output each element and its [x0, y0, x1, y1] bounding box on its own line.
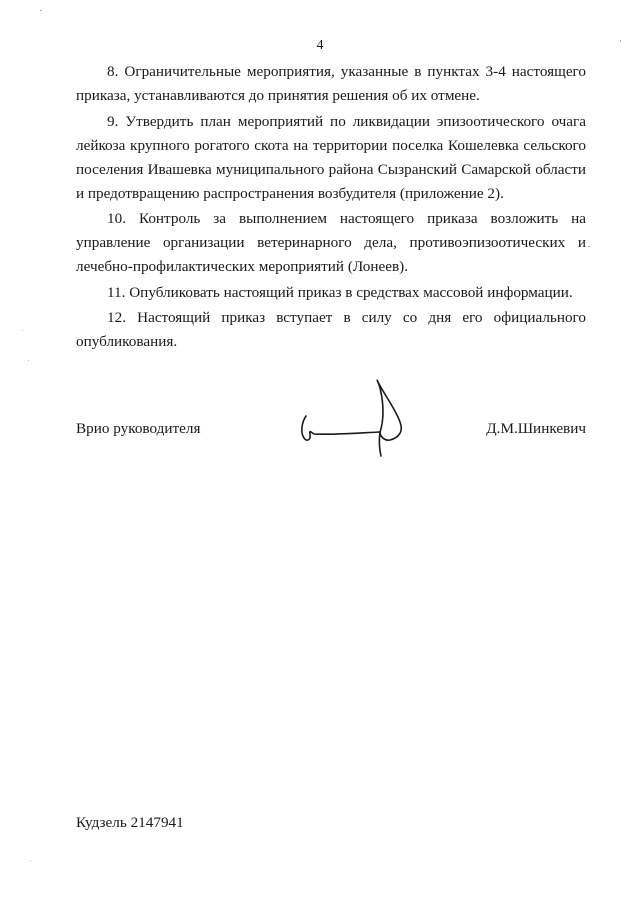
handwritten-signature-icon: [292, 376, 410, 458]
paragraph-item-11: 11. Опубликовать настоящий приказ в средствах массовой информации.: [107, 283, 573, 301]
paragraph-item-12: 12. Настоящий приказ вступает в силу со дня его официального опубликования.: [76, 309, 586, 350]
document-body: [76, 60, 586, 356]
scan-speck: [30, 860, 31, 861]
scan-speck: [620, 40, 621, 42]
executor-note: Кудзель 2147941: [76, 814, 184, 831]
scan-speck: [28, 360, 29, 361]
paragraph-item-8: 8. Ограничительные мероприятия, указанные в пунктах 3-4 настоящего приказа, устанавливаются до принятия решения об их отмене.: [76, 63, 586, 104]
paragraph-item-10: 10. Контроль за выполнением настоящего приказа возложить на управление организации ветеринарного дела, противоэпизоотических и лечебно-профилактических мероприятий (Лонеев).: [76, 210, 586, 275]
signer-role: Врио руководителя: [76, 420, 201, 437]
scan-speck: [40, 10, 42, 11]
paragraph-item-9: 9. Утвердить план мероприятий по ликвидации эпизоотического очага лейкоза крупного рогатого скота на территории поселка Кошелевка сельского поселения Ивашевка муниципального района Сызранский Самарской области и предотвращению распространения возбудителя (приложение 2).: [76, 112, 586, 202]
scan-speck: [22, 330, 23, 331]
scan-speck: [588, 246, 590, 247]
page-number: 4: [316, 38, 324, 53]
signer-name: Д.М.Шинкевич: [486, 420, 586, 437]
